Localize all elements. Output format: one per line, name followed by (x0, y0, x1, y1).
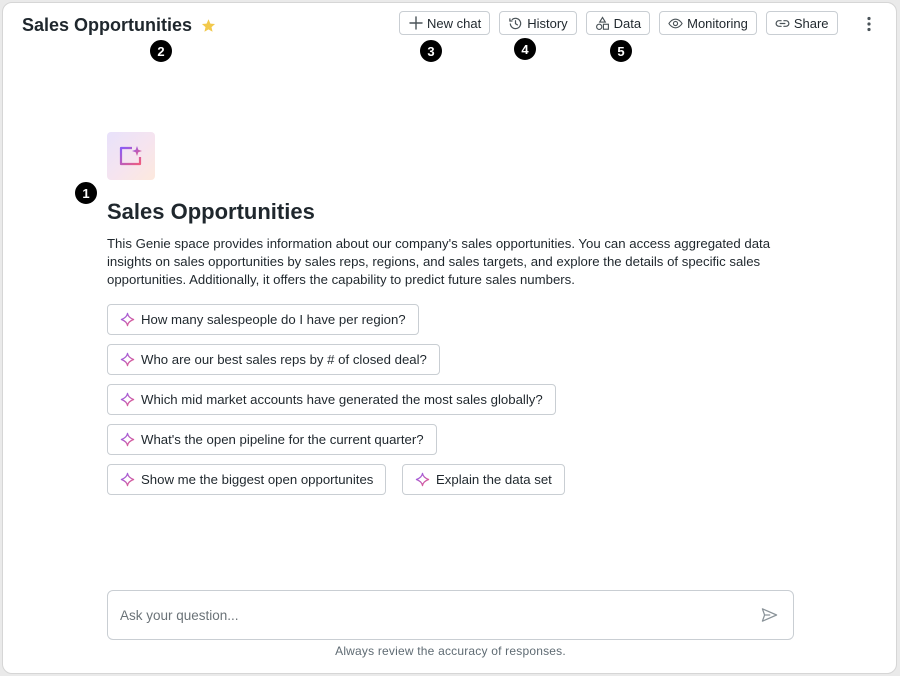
share-label: Share (793, 15, 829, 31)
link-icon (775, 16, 790, 31)
callout-marker-5: 5 (608, 38, 634, 64)
suggestion-button[interactable] (107, 464, 386, 495)
suggestion-label: Who are our best sales reps by # of closed deal? (141, 352, 427, 367)
sparkle-icon (120, 392, 135, 407)
page-title: Sales Opportunities (22, 15, 193, 35)
eye-icon (668, 16, 683, 31)
sparkle-icon (120, 352, 135, 367)
suggestion-button[interactable] (107, 304, 419, 335)
monitoring-label: Monitoring (687, 15, 748, 31)
space-description: This Genie space provides information about our company's sales opportunities. You can access aggregated data insights on sales opportunities by sales reps, regions, and sales targets, and explore the details of specific sales opportunities. Additionally, it offers the capability to predict future sales numbers. (107, 236, 771, 287)
suggestion-button[interactable] (402, 464, 565, 495)
callout-marker-3: 3 (418, 38, 444, 64)
sparkle-icon (120, 312, 135, 327)
genie-window (2, 2, 897, 674)
data-button[interactable] (586, 11, 650, 35)
suggestion-button[interactable] (107, 384, 556, 415)
suggestion-button[interactable] (107, 424, 437, 455)
suggestion-label: Which mid market accounts have generated the most sales globally? (141, 392, 543, 407)
share-button[interactable] (766, 11, 838, 35)
genie-logo-icon (107, 132, 155, 180)
suggestion-label: Show me the biggest open opportunites (141, 472, 374, 487)
new-chat-button[interactable] (399, 11, 490, 35)
suggestion-label: What's the open pipeline for the current quarter? (141, 432, 424, 447)
title-row (22, 15, 216, 36)
sparkle-icon (415, 472, 430, 487)
monitoring-button[interactable] (659, 11, 757, 35)
more-options-icon[interactable] (859, 13, 879, 35)
ask-box (107, 590, 794, 640)
plus-icon (408, 16, 423, 31)
history-icon (508, 16, 523, 31)
shapes-icon (595, 16, 610, 31)
disclaimer-text: Always review the accuracy of responses. (335, 644, 566, 658)
callout-marker-1: 1 (73, 180, 99, 206)
sparkle-icon (120, 472, 135, 487)
suggestion-label: How many salespeople do I have per region? (141, 312, 406, 327)
star-icon[interactable] (201, 18, 216, 33)
space-title: Sales Opportunities (107, 199, 315, 224)
send-icon[interactable] (759, 605, 779, 625)
suggestion-label: Explain the data set (436, 472, 552, 487)
history-label: History (527, 15, 568, 31)
history-button[interactable] (499, 11, 576, 35)
suggestion-button[interactable] (107, 344, 440, 375)
sparkle-icon (120, 432, 135, 447)
callout-marker-2: 2 (148, 38, 174, 64)
new-chat-label: New chat (427, 15, 482, 31)
data-label: Data (613, 15, 642, 31)
question-input[interactable] (120, 591, 740, 639)
callout-marker-4: 4 (512, 36, 538, 62)
toolbar (399, 11, 847, 35)
